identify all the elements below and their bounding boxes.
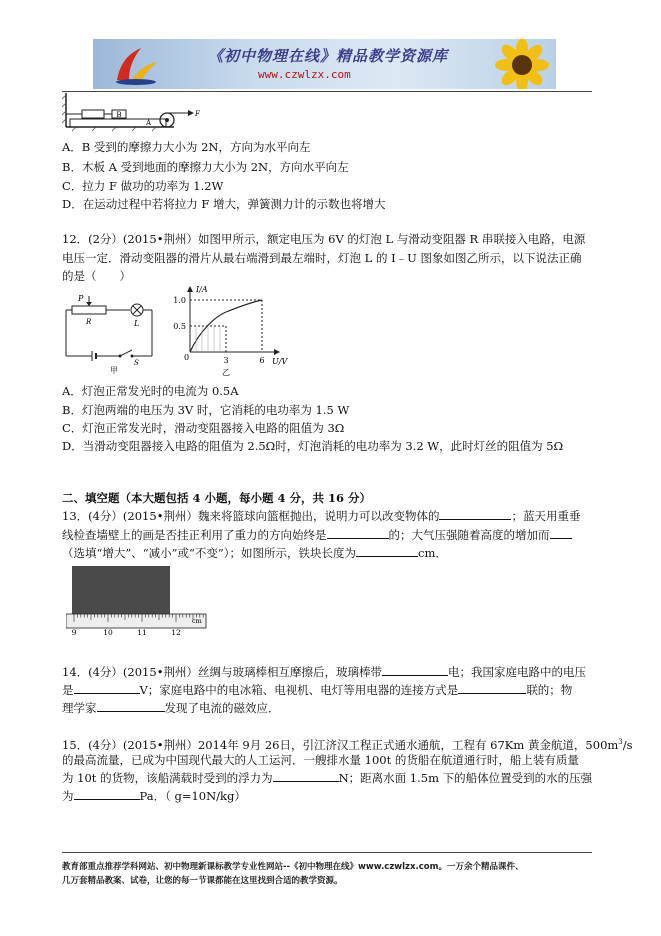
q11-option-b: B．木板 A 受到地面的摩擦力大小为 2N，方向水平向左 — [62, 160, 349, 174]
q11-label-f: F — [195, 110, 200, 118]
q14-line2-text-c: 联的；物 — [526, 683, 573, 697]
q13-blank-1 — [439, 508, 511, 520]
q14-line1-text-b: 电；我国家庭电路中的电压 — [447, 665, 586, 679]
q12-circuit-label-r: R — [86, 318, 92, 326]
q12-graph-y-tick-2: 0.5 — [173, 322, 186, 331]
q12-graph-x-tick-2: 6 — [259, 356, 265, 365]
footer-line2: 几万套精品教案、试卷，让您的每一节课都能在这里找到合适的教学资源。 — [62, 876, 343, 886]
q13-line3 — [62, 545, 447, 561]
q11-label-b: B — [116, 111, 122, 119]
q12-option-a: A．灯泡正常发光时的电流为 0.5A — [62, 384, 239, 398]
q12-graph-x-tick-1: 3 — [223, 356, 229, 365]
q12-graph-caption: 乙 — [222, 368, 230, 377]
q15-line1-text-b: /s — [622, 737, 633, 752]
q13-ruler-tick-label-11: 11 — [137, 628, 147, 637]
q13-line2-text-b: 的；大气压强随着高度的增加而 — [388, 528, 550, 542]
q15-line1 — [62, 734, 633, 753]
q11-option-c: C．拉力 F 做功的功率为 1.2W — [62, 179, 224, 193]
q12-stem-line3: 的是（ ） — [62, 269, 131, 283]
q12-graph-x-axis-label: U/V — [272, 357, 288, 366]
q12-circuit-caption: 甲 — [110, 366, 118, 374]
q11-figure — [62, 93, 202, 135]
q15-line4 — [62, 788, 246, 804]
section-title: 二、填空题（本大题包括 4 小题，每小题 4 分，共 16 分） — [62, 491, 372, 505]
q15-blank-1 — [273, 770, 339, 782]
q14-line1-text-a: 14．(4分）(2015•荆州）丝绸与玻璃棒相互摩擦后，玻璃棒带 — [62, 665, 382, 679]
q13-line1-text-a: 13．(4分）(2015•荆州）魏来将篮球向篮框抛出，说明力可以改变物体的 — [62, 509, 440, 523]
banner-title: 《初中物理在线》精品教学资源库 — [208, 47, 449, 65]
sunflower-icon — [488, 39, 556, 89]
q12-graph-y-axis-label: I/A — [196, 285, 208, 294]
q12-circuit-label-s: S — [134, 359, 139, 367]
header-banner — [93, 39, 556, 89]
q14-line1 — [62, 664, 586, 680]
footer-line1: 教育部重点推荐学科网站、初中物理新课标教学专业性网站--《初中物理在线》www.czwlzx.com。一万余个精品课件、 — [62, 862, 524, 872]
q15-line1-sup: 3 — [618, 738, 623, 746]
q12-circuit-diagram — [62, 290, 182, 374]
q12-stem-line2: 电压一定．滑动变阻器的滑片从最右端滑到最左端时，灯泡 L 的 I﹣U 图象如图乙所示，以下说法正确 — [62, 251, 582, 265]
q12-circuit-label-p: P — [78, 294, 84, 303]
q15-line1-text-a: 15．(4分）(2015•荆州）2014年 9月 26日，引江济汉工程正式通水通航，工程有 67Km 黄金航道，500m — [62, 737, 619, 752]
footer-rule — [62, 852, 592, 853]
banner-url: www.czwlzx.com — [258, 68, 351, 81]
q12-graph-y-tick-1: 1.0 — [173, 296, 186, 305]
q12-stem-line1: 12．(2分）(2015•荆州）如图甲所示，额定电压为 6V 的灯泡 L 与滑动变阻器 R 串联接入电路，电源 — [62, 232, 586, 246]
q15-blank-2 — [74, 788, 140, 800]
q11-option-d: D．在运动过程中若将拉力 F 增大，弹簧测力计的示数也将增大 — [62, 197, 386, 211]
logo-icon — [111, 44, 161, 86]
q13-blank-2 — [327, 527, 389, 539]
q13-ruler-tick-label-10: 10 — [103, 628, 113, 637]
q12-option-c: C．灯泡正常发光时，滑动变阻器接入电路的阻值为 3Ω — [62, 421, 345, 435]
q13-blank-3 — [550, 527, 572, 539]
q14-line3 — [62, 700, 280, 716]
q13-blank-4 — [356, 545, 418, 557]
header-rule — [62, 91, 592, 92]
q13-line3-text-a: （选填“增大”、“减小”或“不变”）；如图所示，铁块长度为 — [62, 546, 357, 560]
q13-line1 — [62, 508, 580, 524]
q13-ruler-tick-label-9: 9 — [71, 628, 77, 637]
q15-line2: 的最高流量，已成为中国现代最大的人工运河．一艘排水量 100t 的货船在航道通行时，船上装有质量 — [62, 753, 579, 767]
q15-line3-text-a: 为 10t 的货物，该船满载时受到的浮力为 — [62, 771, 273, 785]
q13-line1-text-b: ；蓝天用重垂 — [511, 509, 581, 523]
q14-line3-text-a: 理学家 — [62, 701, 97, 715]
q12-circuit-label-l: L — [134, 319, 140, 328]
q14-line3-text-b: 发现了电流的磁效应． — [164, 701, 280, 715]
q13-line2 — [62, 527, 572, 543]
q14-blank-1 — [382, 664, 448, 676]
q15-line4-text-a: 为 — [62, 789, 74, 803]
q12-graph-origin: 0 — [184, 353, 190, 362]
q12-option-b: B．灯泡两端的电压为 3V 时，它消耗的电功率为 1.5 W — [62, 403, 350, 417]
q14-blank-4 — [97, 700, 165, 712]
q14-line2-text-b: V；家庭电路中的电冰箱、电视机、电灯等用电器的连接方式是 — [139, 683, 459, 697]
q14-blank-3 — [458, 682, 526, 694]
q13-ruler-unit: cm — [192, 617, 202, 625]
q15-line4-text-b: Pa．（ g=10N/kg） — [139, 789, 246, 803]
q11-label-a: A — [146, 119, 152, 127]
q11-option-a: A．B 受到的摩擦力大小为 2N，方向为水平向左 — [62, 140, 311, 154]
q13-ruler-figure — [66, 564, 212, 640]
q13-line3-text-b: cm． — [418, 546, 447, 560]
q12-option-d: D．当滑动变阻器接入电路的阻值为 2.5Ω时，灯泡消耗的电功率为 3.2 W，此时灯丝的阻值为 5Ω — [62, 439, 564, 453]
q13-ruler-tick-label-12: 12 — [171, 628, 181, 637]
q13-line2-text-a: 线检查墙壁上的画是否挂正利用了重力的方向始终是 — [62, 528, 327, 542]
q14-line2-text-a: 是 — [62, 683, 74, 697]
q14-line2 — [62, 682, 572, 698]
q12-iu-graph — [172, 282, 302, 378]
q15-line3-text-b: N；距离水面 1.5m 下的船体位置受到的水的压强 — [338, 771, 593, 785]
q14-blank-2 — [74, 682, 140, 694]
q15-line3 — [62, 770, 592, 786]
